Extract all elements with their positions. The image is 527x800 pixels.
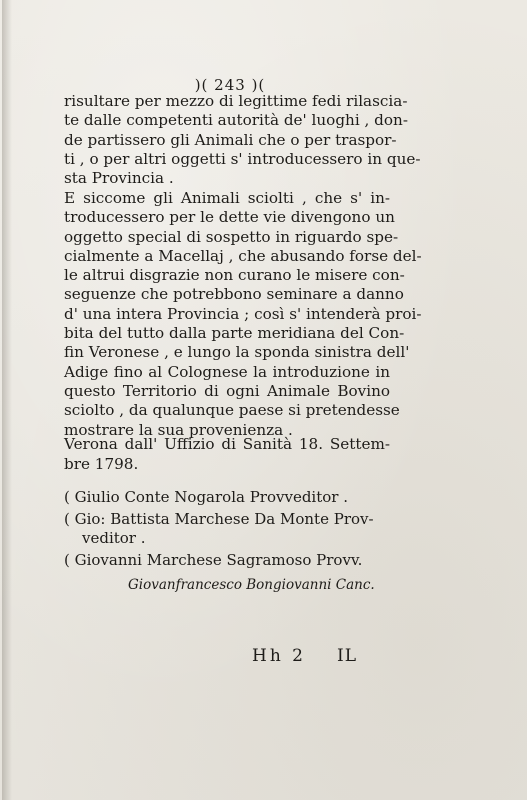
catchword: IL bbox=[337, 646, 358, 666]
text-line: risultare per mezzo di legittime fedi rilascia- bbox=[64, 92, 408, 110]
text-line: mostrare la sua provenienza . bbox=[64, 420, 293, 439]
page-number: )( 243 )( bbox=[194, 76, 266, 94]
text-line: sta Provincia . bbox=[64, 169, 174, 188]
signatory-line: ( Giovanni Marchese Sagramoso Provv. bbox=[64, 550, 363, 569]
signatory-line: ( Giulio Conte Nogarola Provveditor . bbox=[64, 488, 348, 506]
text-line: seguenze che potrebbono seminare a danno bbox=[64, 285, 404, 304]
signatory-line: ( Gio: Battista Marchese Da Monte Prov- bbox=[64, 509, 374, 528]
chancellor-signature: Giovanfrancesco Bongiovanni Canc. bbox=[128, 577, 375, 593]
text-line: fin Veronese , e lungo la sponda sinistra dell' bbox=[64, 343, 410, 362]
text-line: Adige fino al Colognese la introduzione in bbox=[64, 362, 390, 381]
text-line: le altrui disgrazie non curano le misere con- bbox=[64, 266, 405, 285]
text-line: sciolto , da qualunque paese si pretendesse bbox=[64, 401, 400, 420]
text-line: questo Territorio di ogni Animale Bovino bbox=[64, 381, 390, 400]
text-line: E siccome gli Animali sciolti , che s' in- bbox=[64, 189, 390, 207]
paragraph-2 bbox=[64, 189, 422, 440]
text-line: cialmente a Macellaj , che abusando forse del- bbox=[64, 246, 422, 265]
signatory-line: veditor . bbox=[82, 529, 146, 547]
text-line: te dalle competenti autorità de' luoghi , don- bbox=[64, 111, 408, 130]
page-gutter-shadow bbox=[2, 0, 12, 800]
text-line: d' una intera Provincia ; così s' intenderà proi- bbox=[64, 304, 422, 323]
text-line: troducessero per le dette vie divengono un bbox=[64, 208, 395, 227]
signatories bbox=[64, 488, 394, 570]
dateline bbox=[64, 434, 390, 474]
text-line: de partissero gli Animali che o per traspor- bbox=[64, 130, 397, 149]
text-line: bita del tutto dalla parte meridiana del Con- bbox=[64, 324, 405, 343]
text-line: ti , o per altri oggetti s' introducessero in que- bbox=[64, 149, 421, 168]
text-line: oggetto special di sospetto in riguardo spe- bbox=[64, 227, 399, 246]
dateline-line: bre 1798. bbox=[64, 455, 139, 473]
dateline-line: Verona dall' Uffizio di Sanità 18. Settem- bbox=[64, 435, 390, 453]
signature-mark: Hh 2 bbox=[252, 646, 306, 666]
